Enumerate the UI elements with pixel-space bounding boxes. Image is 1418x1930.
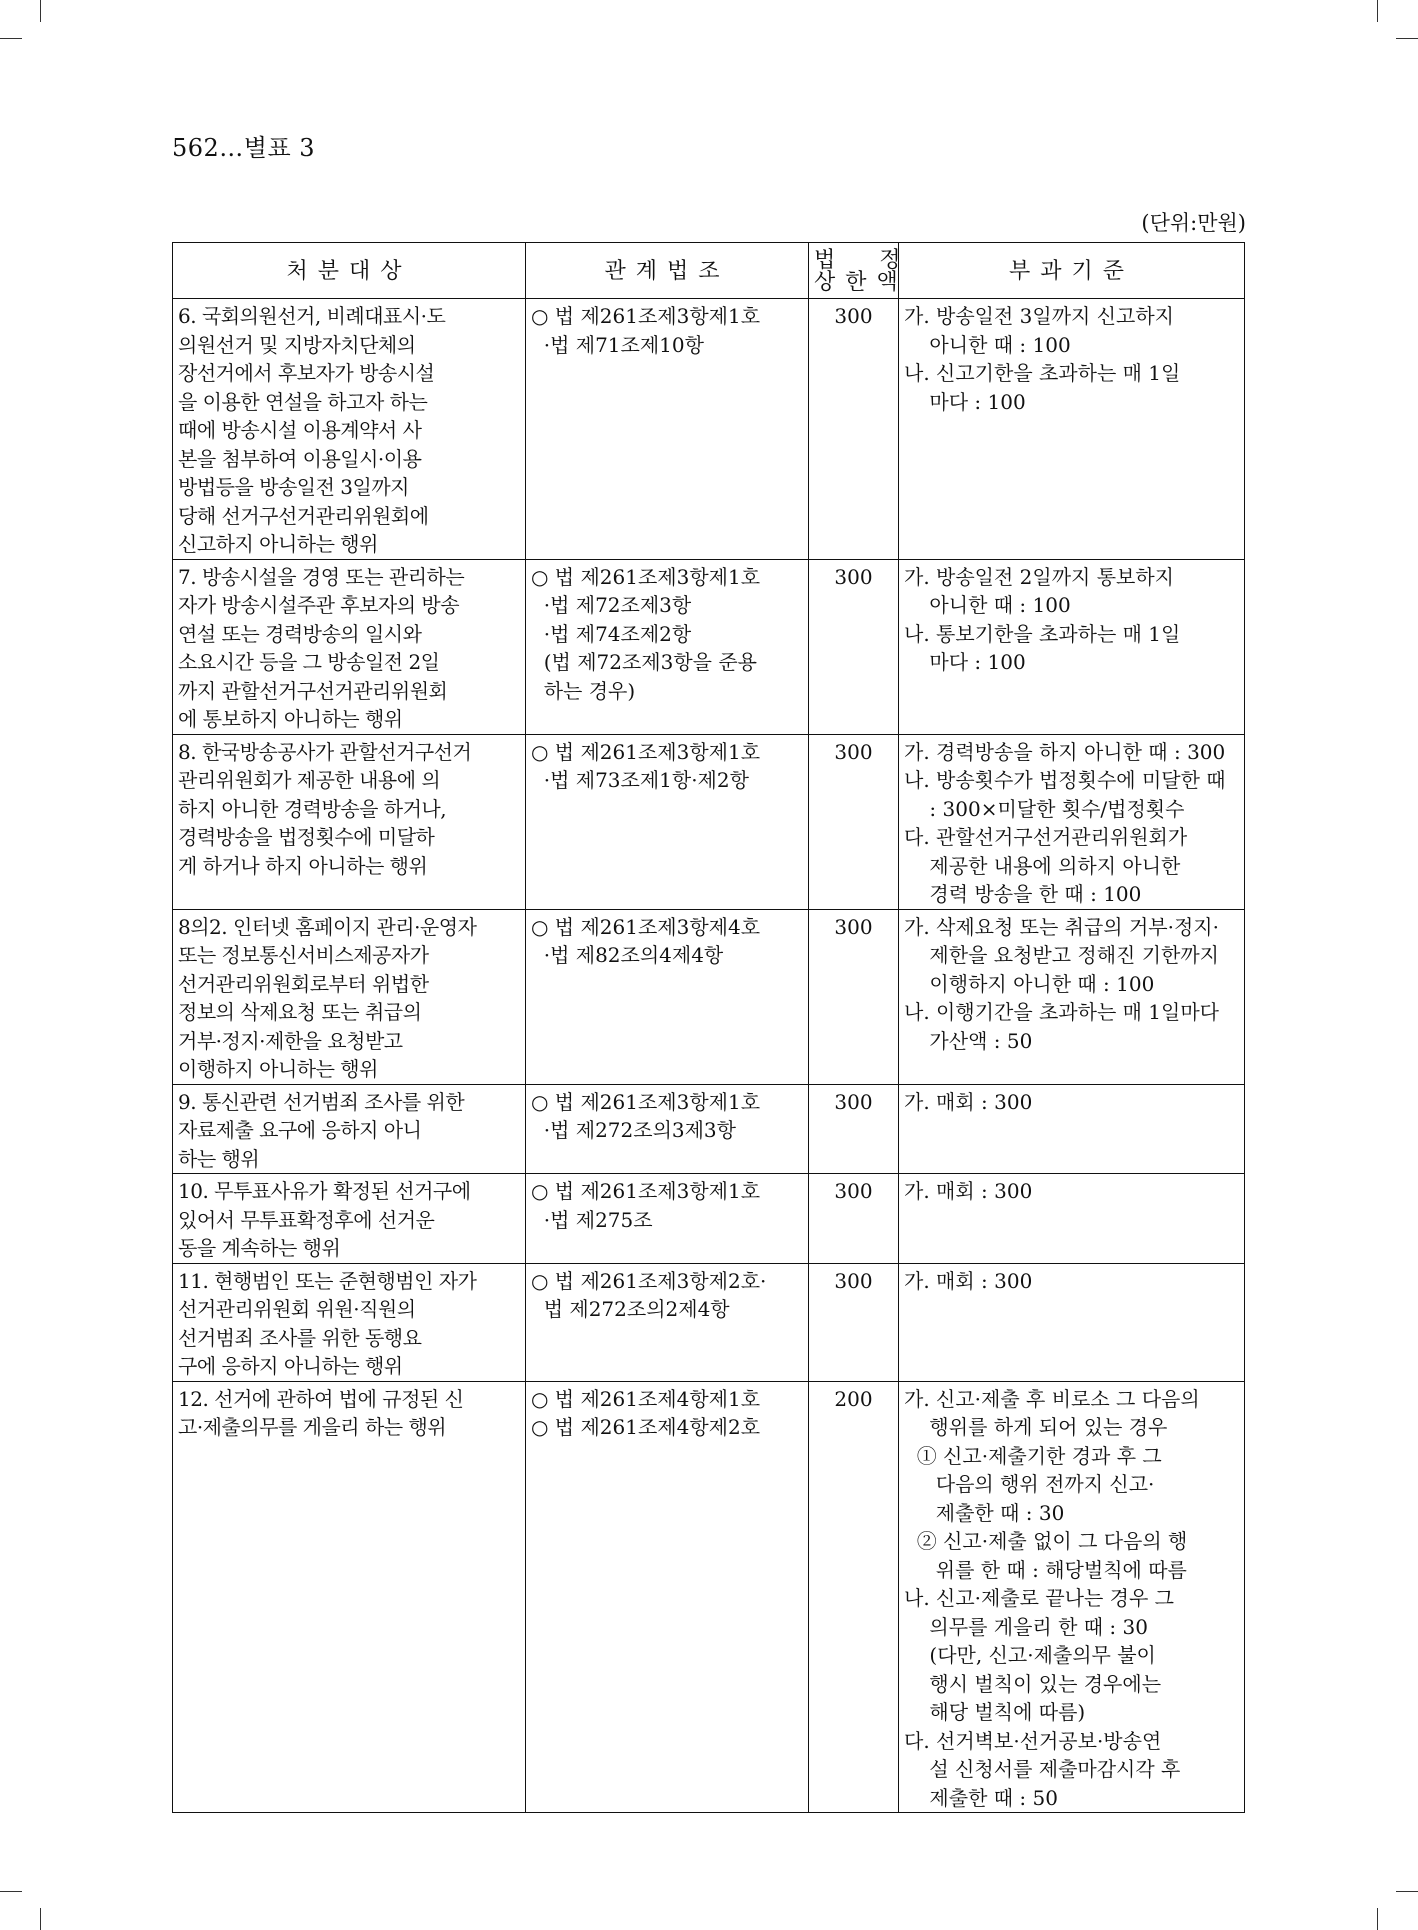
- criteria-cell: [899, 559, 1245, 734]
- subject-cell-line: 하지 아니한 경력방송을 하거나,: [178, 796, 447, 821]
- criteria-cell: [899, 1381, 1245, 1813]
- criteria-cell-line: 나. 통보기한을 초과하는 매 1일: [904, 621, 1181, 646]
- law-cell-line: ○ 법 제261조제3항제1호: [531, 739, 761, 764]
- subject-cell: [173, 1084, 526, 1174]
- criteria-cell-line: 가. 신고·제출 후 비로소 그 다음의: [904, 1386, 1200, 1411]
- criteria-cell-line: 가. 경력방송을 하지 아니한 때 : 300: [904, 739, 1226, 764]
- subject-cell-line: 선거범죄 조사를 위한 동행요: [178, 1325, 422, 1350]
- criteria-cell-line: 제출한 때 : 30: [904, 1500, 1065, 1525]
- criteria-cell-line: 제공한 내용에 의하지 아니한: [904, 853, 1181, 878]
- subject-cell-line: 선거관리위원회로부터 위법한: [178, 971, 429, 996]
- law-cell: [526, 299, 809, 560]
- subject-cell-line: 8. 한국방송공사가 관할선거구선거: [178, 739, 472, 764]
- law-cell-line: 하는 경우): [531, 678, 636, 703]
- law-cell-line: ○ 법 제261조제3항제4호: [531, 914, 761, 939]
- table-row: [173, 909, 1245, 1084]
- crop-mark: [40, 1908, 41, 1930]
- subject-cell-line: 동을 계속하는 행위: [178, 1236, 341, 1260]
- law-cell: [526, 909, 809, 1084]
- law-cell-line: ○ 법 제261조제3항제1호: [531, 1179, 761, 1203]
- law-cell: [526, 1263, 809, 1381]
- subject-cell-line: 때에 방송시설 이용계약서 사: [178, 418, 422, 442]
- table-header-row: [173, 243, 1245, 299]
- criteria-cell-line: 다. 선거벽보·선거공보·방송연: [904, 1728, 1162, 1753]
- subject-cell-line: 소요시간 등을 그 방송일전 2일: [178, 650, 440, 674]
- subject-cell-line: 에 통보하지 아니하는 행위: [178, 707, 403, 731]
- limit-cell: 300: [809, 734, 899, 909]
- limit-cell: 300: [809, 1174, 899, 1264]
- criteria-cell-line: 가. 매회 : 300: [904, 1089, 1033, 1114]
- fine-table: [172, 242, 1245, 1813]
- subject-cell-line: 연설 또는 경력방송의 일시와: [178, 621, 422, 646]
- law-cell-line: ○ 법 제261조제3항제2호·: [531, 1268, 767, 1293]
- criteria-cell-line: 제한을 요청받고 정해진 기한까지: [904, 943, 1219, 967]
- subject-cell-line: 있어서 무투표확정후에 선거운: [178, 1207, 435, 1232]
- criteria-cell-line: 아니한 때 : 100: [904, 332, 1071, 357]
- law-cell-line: 법 제272조의2제4항: [531, 1297, 730, 1321]
- criteria-cell-line: 가산액 : 50: [904, 1028, 1033, 1053]
- header-limit-line2: 상한액: [814, 270, 908, 295]
- subject-cell-line: 방법등을 방송일전 3일까지: [178, 475, 409, 499]
- criteria-cell-line: 경력 방송을 한 때 : 100: [904, 882, 1142, 906]
- table-row: [173, 1263, 1245, 1381]
- criteria-cell-line: ① 신고·제출기한 경과 후 그: [904, 1443, 1162, 1468]
- criteria-cell-line: 의무를 게을리 한 때 : 30: [904, 1614, 1148, 1639]
- header-limit-line1: 법 정: [814, 248, 911, 273]
- criteria-cell-line: 이행하지 아니한 때 : 100: [904, 971, 1155, 996]
- subject-cell-line: 자료제출 요구에 응하지 아니: [178, 1118, 422, 1142]
- criteria-cell-line: 제출한 때 : 50: [904, 1785, 1058, 1810]
- subject-cell: [173, 299, 526, 560]
- subject-cell-line: 10. 무투표사유가 확정된 선거구에: [178, 1179, 471, 1203]
- criteria-cell-line: 나. 신고기한을 초과하는 매 1일: [904, 361, 1181, 385]
- law-cell-line: ·법 제74조제2항: [531, 621, 692, 646]
- law-cell: [526, 1381, 809, 1813]
- table-row: [173, 299, 1245, 560]
- subject-cell-line: 9. 통신관련 선거범죄 조사를 위한: [178, 1089, 465, 1114]
- subject-cell-line: 을 이용한 연설을 하고자 하는: [178, 389, 428, 414]
- limit-cell: 300: [809, 299, 899, 560]
- criteria-cell-line: (다만, 신고·제출의무 불이: [904, 1643, 1156, 1667]
- criteria-cell-line: 가. 매회 : 300: [904, 1268, 1033, 1293]
- law-cell-line: ·법 제71조제10항: [531, 332, 704, 357]
- crop-mark: [0, 38, 22, 39]
- header-law: 관계법조: [526, 243, 809, 299]
- criteria-cell-line: 해당 벌칙에 따름): [904, 1700, 1086, 1724]
- criteria-cell: [899, 299, 1245, 560]
- table-row: [173, 1174, 1245, 1264]
- subject-cell-line: 장선거에서 후보자가 방송시설: [178, 361, 435, 385]
- table-row: [173, 734, 1245, 909]
- limit-cell: 300: [809, 909, 899, 1084]
- law-cell-line: ○ 법 제261조제4항제1호: [531, 1386, 761, 1411]
- subject-cell-line: 의원선거 및 지방자치단체의: [178, 332, 416, 357]
- law-cell-line: ·법 제73조제1항·제2항: [531, 768, 749, 792]
- subject-cell-line: 당해 선거구선거관리위원회에: [178, 503, 429, 528]
- table-row: [173, 559, 1245, 734]
- header-subject: 처분대상: [173, 243, 526, 299]
- subject-cell-line: 또는 정보통신서비스제공자가: [178, 943, 429, 967]
- crop-mark: [0, 1891, 22, 1892]
- law-cell: [526, 559, 809, 734]
- law-cell-line: ·법 제272조의3제3항: [531, 1118, 736, 1142]
- criteria-cell-line: : 300×미달한 횟수/법정횟수: [904, 796, 1185, 821]
- criteria-cell-line: 다. 관할선거구선거관리위원회가: [904, 825, 1188, 849]
- subject-cell-line: 본을 첨부하여 이용일시·이용: [178, 446, 422, 471]
- subject-cell-line: 8의2. 인터넷 홈페이지 관리·운영자: [178, 914, 477, 939]
- table-body: [173, 299, 1245, 1813]
- law-cell-line: ·법 제72조제3항: [531, 593, 692, 617]
- criteria-cell-line: 나. 방송횟수가 법정횟수에 미달한 때: [904, 768, 1226, 792]
- criteria-cell-line: 나. 이행기간을 초과하는 매 1일마다: [904, 1000, 1219, 1024]
- page-header: 562…별표 3: [172, 134, 316, 162]
- subject-cell: [173, 1263, 526, 1381]
- subject-cell-line: 구에 응하지 아니하는 행위: [178, 1354, 403, 1378]
- header-limit: [809, 243, 911, 299]
- law-cell-line: ·법 제275조: [531, 1207, 653, 1232]
- subject-cell: [173, 734, 526, 909]
- law-cell: [526, 734, 809, 909]
- law-cell-line: ○ 법 제261조제3항제1호: [531, 564, 761, 589]
- subject-cell-line: 6. 국회의원선거, 비례대표시·도: [178, 304, 446, 328]
- subject-cell-line: 7. 방송시설을 경영 또는 관리하는: [178, 564, 465, 589]
- criteria-cell-line: 가. 매회 : 300: [904, 1179, 1033, 1203]
- subject-cell-line: 정보의 삭제요청 또는 취급의: [178, 1000, 422, 1024]
- unit-note: (단위:만원): [1141, 211, 1246, 235]
- criteria-cell: [899, 734, 1245, 909]
- subject-cell-line: 하는 행위: [178, 1146, 260, 1171]
- crop-mark: [40, 0, 41, 22]
- header-criteria: 부과기준: [899, 243, 1245, 299]
- criteria-cell-line: 마다 : 100: [904, 389, 1026, 414]
- table-row: [173, 1381, 1245, 1813]
- criteria-cell: [899, 1174, 1245, 1264]
- law-cell: [526, 1174, 809, 1264]
- subject-cell-line: 11. 현행범인 또는 준현행범인 자가: [178, 1268, 477, 1293]
- subject-cell: [173, 1174, 526, 1264]
- limit-cell: 300: [809, 1084, 899, 1174]
- subject-cell-line: 까지 관할선거구선거관리위원회: [178, 678, 448, 703]
- limit-cell: 200: [809, 1381, 899, 1813]
- law-cell-line: (법 제72조제3항을 준용: [531, 650, 757, 674]
- limit-cell: 300: [809, 1263, 899, 1381]
- law-cell: [526, 1084, 809, 1174]
- criteria-cell: [899, 1263, 1245, 1381]
- crop-mark: [1377, 1908, 1378, 1930]
- criteria-cell-line: 행위를 하게 되어 있는 경우: [904, 1415, 1168, 1439]
- subject-cell-line: 게 하거나 하지 아니하는 행위: [178, 853, 428, 878]
- criteria-cell-line: 설 신청서를 제출마감시각 후: [904, 1757, 1181, 1781]
- subject-cell-line: 경력방송을 법정횟수에 미달하: [178, 825, 435, 849]
- law-cell-line: ○ 법 제261조제3항제1호: [531, 304, 761, 328]
- subject-cell-line: 신고하지 아니하는 행위: [178, 532, 378, 556]
- criteria-cell-line: 아니한 때 : 100: [904, 593, 1071, 617]
- table-row: [173, 1084, 1245, 1174]
- criteria-cell-line: 마다 : 100: [904, 650, 1026, 674]
- law-cell-line: ·법 제82조의4제4항: [531, 943, 724, 967]
- criteria-cell-line: 가. 방송일전 2일까지 통보하지: [904, 564, 1174, 589]
- law-cell-line: ○ 법 제261조제3항제1호: [531, 1089, 761, 1114]
- crop-mark: [1396, 1891, 1418, 1892]
- subject-cell-line: 이행하지 아니하는 행위: [178, 1057, 378, 1081]
- criteria-cell-line: 위를 한 때 : 해당벌칙에 따름: [904, 1557, 1187, 1582]
- subject-cell: [173, 1381, 526, 1813]
- criteria-cell: [899, 909, 1245, 1084]
- subject-cell-line: 고·제출의무를 게을리 하는 행위: [178, 1415, 447, 1439]
- subject-cell-line: 자가 방송시설주관 후보자의 방송: [178, 593, 460, 617]
- limit-cell: 300: [809, 559, 899, 734]
- subject-cell: [173, 909, 526, 1084]
- crop-mark: [1377, 0, 1378, 22]
- criteria-cell-line: 가. 방송일전 3일까지 신고하지: [904, 304, 1174, 328]
- subject-cell-line: 관리위원회가 제공한 내용에 의: [178, 768, 441, 792]
- subject-cell-line: 12. 선거에 관하여 법에 규정된 신: [178, 1386, 464, 1411]
- criteria-cell-line: 다음의 행위 전까지 신고·: [904, 1472, 1155, 1496]
- subject-cell-line: 거부·정지·제한을 요청받고: [178, 1028, 403, 1053]
- subject-cell: [173, 559, 526, 734]
- criteria-cell-line: ② 신고·제출 없이 그 다음의 행: [904, 1529, 1188, 1553]
- crop-mark: [1396, 38, 1418, 39]
- criteria-cell-line: 가. 삭제요청 또는 취급의 거부·정지·: [904, 914, 1219, 939]
- criteria-cell: [899, 1084, 1245, 1174]
- law-cell-line: ○ 법 제261조제4항제2호: [531, 1415, 761, 1439]
- criteria-cell-line: 나. 신고·제출로 끝나는 경우 그: [904, 1586, 1174, 1610]
- subject-cell-line: 선거관리위원회 위원·직원의: [178, 1297, 416, 1321]
- criteria-cell-line: 행시 벌칙이 있는 경우에는: [904, 1671, 1162, 1696]
